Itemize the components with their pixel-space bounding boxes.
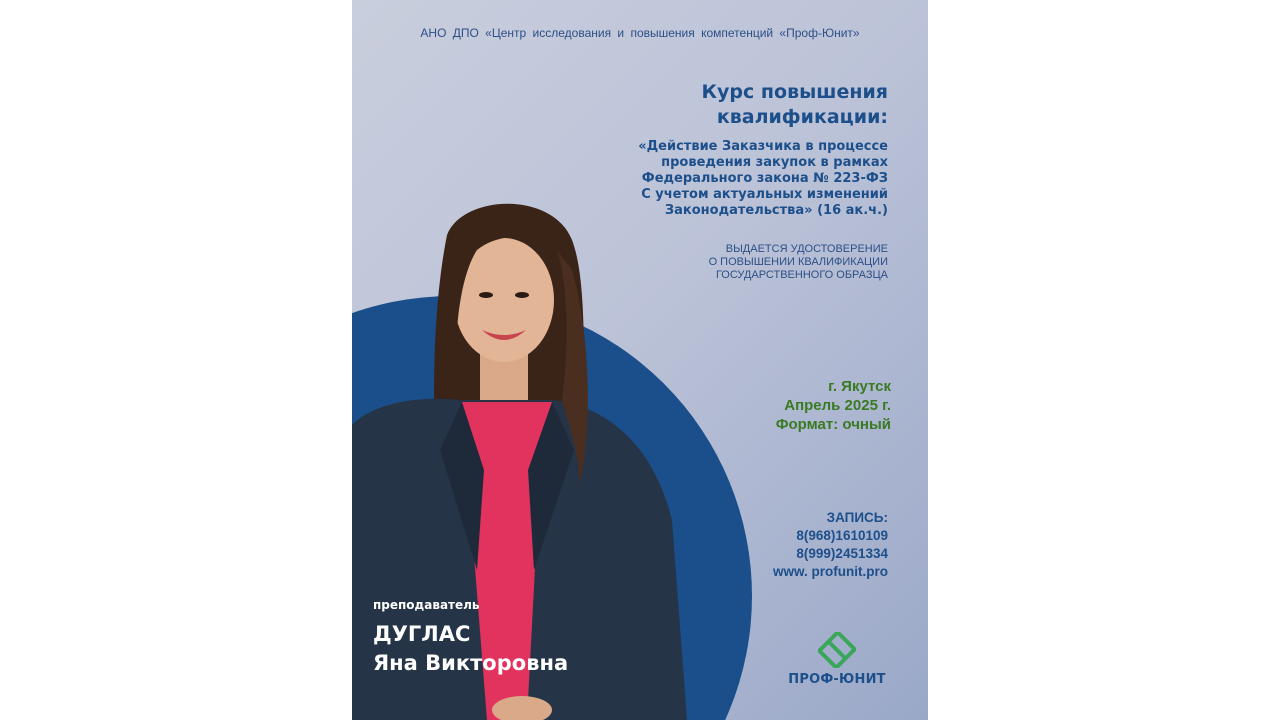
contacts [688,509,888,581]
teacher-name [373,620,568,678]
company-logo [782,632,892,692]
certificate-line: ВЫДАЕТСЯ УДОСТОВЕРЕНИЕ [725,243,888,255]
course-name [568,139,888,219]
event-city: г. Якутск [828,378,891,395]
course-name-line: Федерального закона № 223-ФЗ [641,171,888,186]
teacher-surname: ДУГЛАС [373,622,471,646]
course-title-line: квалификации: [716,106,888,128]
website-link[interactable]: www. profunit.pro [773,564,888,579]
event-date: Апрель 2025 г. [784,397,891,414]
course-title [588,80,888,130]
course-poster [352,0,928,720]
course-name-line: С учетом актуальных изменений [641,187,888,202]
teacher-label: преподаватель [373,598,480,612]
contacts-label: ЗАПИСЬ: [826,510,888,525]
course-name-line: «Действие Заказчика в процессе [638,139,888,154]
phone-number[interactable]: 8(999)2451334 [796,546,888,561]
prof-unit-logo-icon [818,632,856,668]
course-title-line: Курс повышения [701,81,888,103]
event-info [651,377,891,434]
event-format: Формат: очный [775,416,891,433]
course-name-line: Законодательства» (16 ак.ч.) [664,203,888,218]
certificate-line: О ПОВЫШЕНИИ КВАЛИФИКАЦИИ [708,256,888,268]
course-name-line: проведения закупок в рамках [661,155,888,170]
phone-number[interactable]: 8(968)1610109 [796,528,888,543]
organization-name: АНО ДПО «Центр исследования и повышения компетенций «Проф-Юнит» [420,26,860,40]
certificate-line: ГОСУДАРСТВЕННОГО ОБРАЗЦА [715,269,888,281]
logo-text: ПРОФ-ЮНИТ [788,672,886,687]
teacher-first-name: Яна Викторовна [373,651,569,675]
certificate-note [588,243,888,282]
